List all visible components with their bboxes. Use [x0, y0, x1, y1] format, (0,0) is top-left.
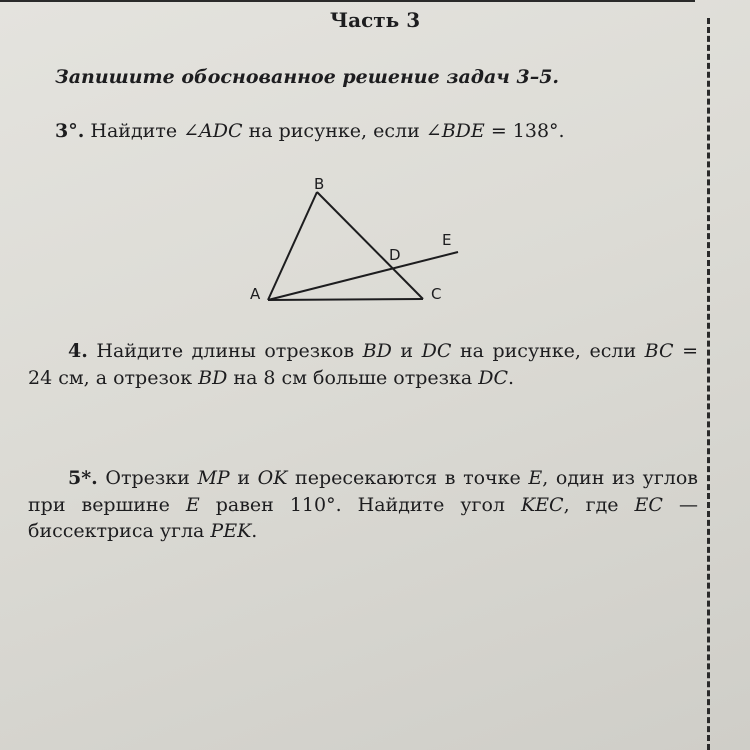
- problem-4-dc-2: DC: [478, 366, 508, 389]
- cut-line: [707, 18, 710, 750]
- problem-5-text-5: равен 110°. Найдите угол: [199, 493, 521, 516]
- problem-4-bc: BC: [644, 340, 674, 362]
- label-b: B: [314, 175, 325, 193]
- problem-5-ok: OK: [257, 467, 288, 489]
- problem-4-text-1: Найдите длины отрезков: [87, 340, 363, 362]
- problem-5-text-2: и: [229, 467, 258, 489]
- problem-4-dc: DC: [421, 340, 452, 362]
- segment-ab: [268, 192, 317, 300]
- label-a: A: [250, 285, 261, 303]
- problem-5-text-6: , где: [563, 493, 635, 516]
- problem-3-angle-find: ∠ADC: [183, 120, 243, 142]
- label-c: C: [431, 285, 442, 303]
- problem-4-text-4: = 24 см, а отрезок: [28, 340, 698, 389]
- problem-4-bd: BD: [362, 340, 392, 362]
- problem-5: [28, 465, 698, 545]
- segment-ac: [268, 299, 423, 300]
- problem-4-bd-2: BD: [198, 366, 228, 389]
- problem-4-text-2: и: [391, 340, 422, 362]
- label-e: E: [442, 231, 452, 249]
- problem-4-text-3: на рисунке, если: [451, 340, 645, 362]
- problem-5-text-7: — биссектриса угла: [28, 493, 698, 543]
- problem-5-ec: EC: [634, 493, 663, 516]
- problem-5-e-2: E: [185, 493, 200, 516]
- problem-3-angle-given: ∠BDE: [425, 120, 485, 142]
- top-rule: [0, 0, 695, 2]
- problem-5-text-8: .: [251, 520, 258, 543]
- problem-4-text-6: .: [508, 366, 515, 389]
- problem-5-e: E: [528, 467, 543, 489]
- problem-3-number: 3°.: [55, 120, 85, 142]
- section-title: Часть 3: [329, 8, 421, 32]
- problem-4-text-5: на 8 см больше отрезка: [227, 366, 479, 389]
- instruction-text: Запишите обоснованное решение задач 3–5.: [55, 66, 560, 88]
- problem-5-text-4: , один из углов при вершине: [28, 467, 698, 516]
- problem-5-mp: MP: [197, 467, 230, 489]
- problem-4: [28, 338, 698, 391]
- problem-4-number: 4.: [68, 340, 88, 362]
- problem-5-text-3: пересекаются в точке: [287, 467, 529, 489]
- triangle-figure: [245, 175, 475, 315]
- problem-3-text-middle: на рисунке, если: [242, 120, 426, 142]
- problem-3-text-before: Найдите: [90, 120, 184, 142]
- ray-ae: [268, 252, 458, 300]
- problem-5-number: 5*.: [68, 467, 98, 489]
- problem-3-equals: = 138°.: [484, 120, 565, 142]
- problem-5-text-1: Отрезки: [97, 467, 198, 489]
- problem-3: [55, 120, 565, 142]
- label-d: D: [389, 246, 401, 264]
- problem-5-pek: PEK: [210, 520, 252, 543]
- problem-5-kec: KEC: [520, 493, 564, 516]
